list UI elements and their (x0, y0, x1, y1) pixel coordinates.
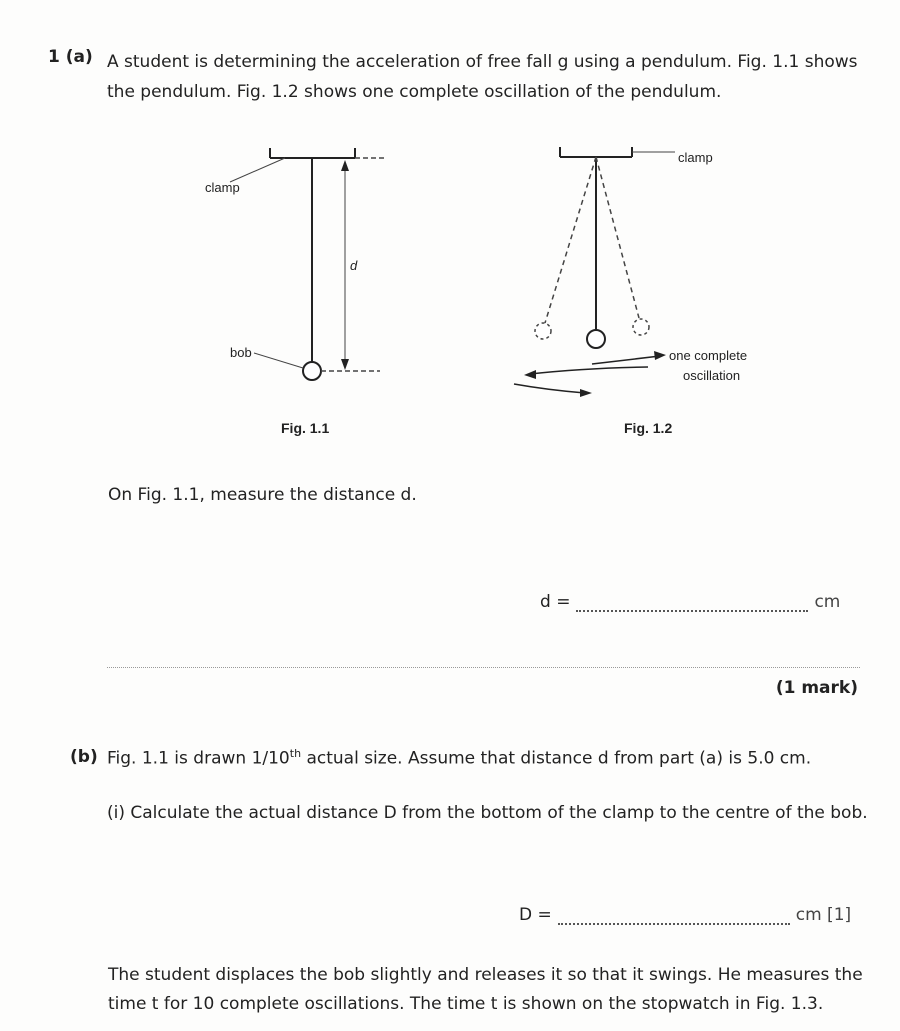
part-b-label: (b) (70, 747, 98, 767)
part-b-superscript: th (289, 747, 302, 760)
section-divider (107, 667, 860, 668)
part-b-text (107, 747, 811, 769)
part-a-answer-unit: cm (814, 592, 841, 612)
part-b-paragraph: The student displaces the bob slightly and releases it so that it swings. He measures the time t for 10 complete oscillations. The time t is shown on the stopwatch in Fig. 1.3. (108, 965, 863, 1014)
fig1-clamp-label: clamp (205, 180, 240, 195)
fig1-caption: Fig. 1.1 (281, 420, 330, 436)
fig2-oscillation-line1: one complete (669, 348, 748, 363)
part-a-instruction: On Fig. 1.1, measure the distance d. (108, 485, 417, 505)
fig2-oscillation-line2: oscillation (683, 368, 741, 383)
part-b-answer-row (519, 905, 851, 925)
part-a-answer-var: d = (540, 592, 571, 612)
part-b-text-after: actual size. Assume that distance d from part (a) is 5.0 cm. (301, 748, 812, 769)
pendulum-figures (0, 0, 900, 460)
question-number: 1 (a) (48, 47, 93, 67)
part-a-answer-field[interactable] (576, 596, 808, 612)
part-b-text-before: Fig. 1.1 is drawn 1/10 (107, 748, 290, 769)
fig-1-1-diagram (205, 148, 385, 436)
part-a-mark: (1 mark) (775, 678, 858, 698)
part-b-answer-unit: cm [1] (795, 905, 852, 925)
fig-1-2-diagram (514, 147, 747, 436)
part-b-sub-i: (i) Calculate the actual distance D from the bottom of the clamp to the centre of the bob. (107, 803, 868, 823)
fig2-caption: Fig. 1.2 (624, 420, 673, 436)
part-a-answer-row (540, 592, 840, 612)
fig2-clamp-label: clamp (678, 150, 713, 165)
fig1-d-label: d (350, 258, 358, 273)
part-b-answer-var: D = (519, 905, 552, 925)
question-intro: A student is determining the acceleration of free fall g using a pendulum. Fig. 1.1 shows the pendulum. Fig. 1.2 shows one complete oscillation of the pendulum. (107, 52, 858, 102)
part-b-answer-field[interactable] (558, 909, 790, 925)
fig1-bob-label: bob (230, 345, 252, 360)
